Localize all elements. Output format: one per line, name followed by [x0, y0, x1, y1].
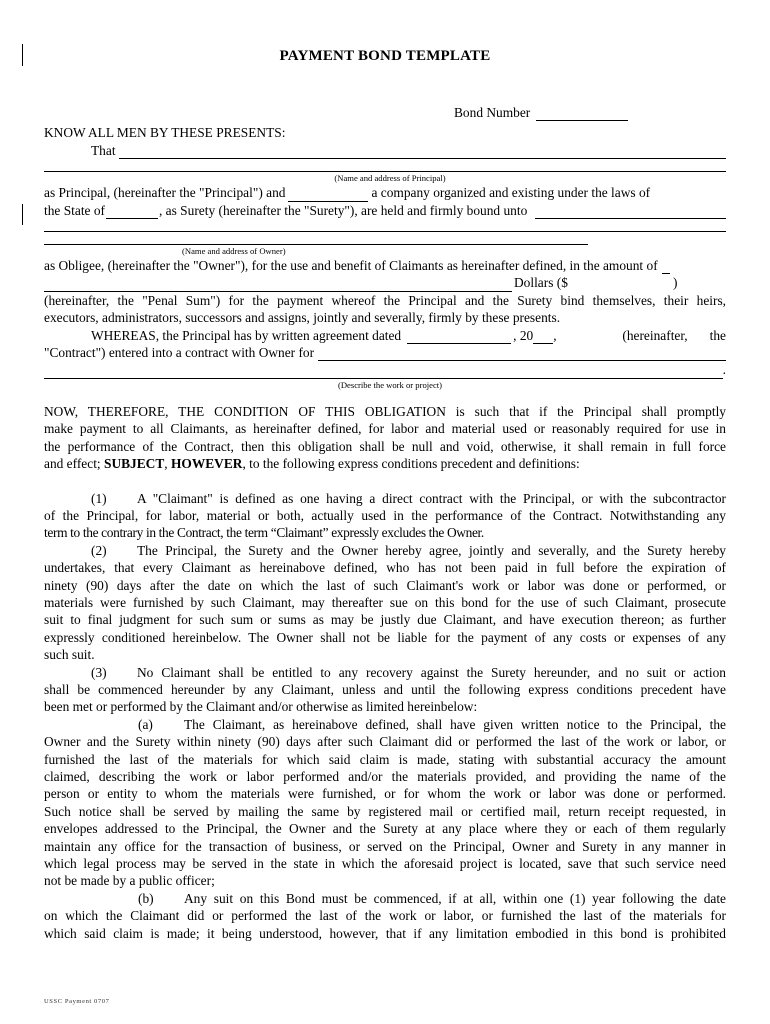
clause-b-number: (b) — [138, 890, 154, 906]
clause-a-line-6: Such notice shall be served by mailing the same by registered mail or certified mail, return receipt requested, in — [44, 803, 726, 819]
work-line-row — [44, 361, 726, 378]
state-text-1: the State of — [44, 202, 105, 218]
owner-name-field[interactable] — [535, 206, 726, 219]
margin-mark-middle — [22, 204, 23, 225]
dollars-close: ) — [672, 275, 678, 291]
obligee-row — [44, 257, 726, 274]
executors-line: executors, administrators, successors and assigns, jointly and severally, firmly by these presents. — [44, 310, 561, 326]
clause-2-line-3: ninety (90) days after the date on which the last of such Claimant's work or labor was done or performed, or — [44, 577, 726, 593]
whereas-text-2: , 20 — [513, 327, 534, 343]
clause-1-number: (1) — [91, 490, 107, 506]
contract-text: "Contract") entered into a contract with Owner for — [44, 345, 315, 361]
clause-b-line-1 — [44, 890, 726, 907]
document-title: PAYMENT BOND TEMPLATE — [279, 48, 491, 64]
bond-number-label: Bond Number — [454, 105, 531, 120]
clause-2-number: (2) — [91, 542, 107, 558]
know-all-heading: KNOW ALL MEN BY THESE PRESENTS: — [44, 125, 286, 141]
contract-row — [44, 344, 726, 361]
whereas-row — [44, 327, 726, 344]
work-period: . — [722, 362, 726, 378]
subject-label: SUBJECT — [104, 456, 165, 472]
clause-1-line-2: of the Principal, for labor, material or both, actually used in the performance of the Contract. Notwithstanding any — [44, 507, 726, 523]
agreement-year-field[interactable] — [533, 331, 553, 344]
clause-a-line-5: person or entity to whom the materials were furnished, or for whom the work or labor was done or performed. — [44, 786, 726, 802]
work-description-field[interactable] — [318, 348, 726, 361]
now-therefore-line-3: the performance of the Contract, then this obligation shall be null and void, otherwise, it shall remain in full force — [44, 438, 726, 454]
clause-3-line-3: been met or performed by the Claimant and/or otherwise as limited hereinbelow: — [44, 699, 478, 715]
work-description-field-2[interactable] — [44, 366, 723, 379]
caption-principal: (Name and address of Principal) — [334, 173, 446, 184]
clause-b-line-2: on which the Claimant did or performed the last of the work or labor, or furnished the last of the materials for — [44, 908, 726, 924]
clause-2-line-2: undertakes, that every Claimant as hereinabove defined, who has not been paid in full before the expiration of — [44, 560, 726, 576]
owner-line-field[interactable] — [44, 219, 726, 232]
clause-3-number: (3) — [91, 664, 107, 680]
clause-a-line-7: envelopes addressed to the Principal, the Owner and the Surety at any place where they or each of them regularly — [44, 821, 726, 837]
clause-b-line-3: which said claim is made; it being understood, however, that if any limitation embodied in this bond is prohibited — [44, 925, 726, 941]
clause-2-line-6: expressly conditioned hereinbelow. The Owner shall not be liable for the payment of any costs or expenses of any — [44, 629, 726, 645]
clause-2-line-7: such suit. — [44, 647, 95, 663]
document-body — [44, 104, 726, 942]
clause-1-text-1: A "Claimant" is defined as one having a direct contract with the Principal, or with the subcontractor — [137, 490, 726, 506]
clause-a-line-4: claimed, describing the work or labor performed and/or the materials provided, and providing the name of the — [44, 769, 726, 784]
clause-a-line-1 — [44, 716, 726, 733]
principal-name-field[interactable] — [119, 146, 726, 159]
clause-a-line-10: not be made by a public officer; — [44, 873, 215, 889]
clause-3-line-2: shall be commenced hereunder by any Claimant, unless and until the following express conditions precedent have — [44, 681, 726, 697]
clause-a-line-3: furnished the last of the materials for which said claim is made, stating with substantial accuracy the amount — [44, 751, 726, 767]
surety-name-field[interactable] — [288, 189, 368, 202]
state-text-2: , as Surety (hereinafter the "Surety"), are held and firmly bound unto — [158, 202, 528, 218]
agreement-date-field[interactable] — [407, 331, 511, 344]
clause-a-number: (a) — [138, 716, 153, 732]
clause-3-line-1 — [44, 664, 726, 681]
penal-sum-line: (hereinafter, the "Penal Sum") for the payment whereof the Principal and the Surety bind themselves, their heirs, — [44, 292, 726, 308]
whereas-text-1: WHEREAS, the Principal has by written agreement dated — [91, 327, 402, 343]
clause-3-text-1: No Claimant shall be entitled to any recovery against the Surety hereunder, and no suit or action — [137, 664, 726, 680]
as-principal-row — [44, 184, 726, 201]
now-therefore-line-1: NOW, THEREFORE, THE CONDITION OF THIS OBLIGATION is such that if the Principal shall promptly — [44, 403, 726, 419]
dollars-label: Dollars ($ — [514, 275, 568, 291]
effect-text-2: , to the following express conditions precedent and definitions: — [242, 456, 580, 472]
clause-b-text-1: Any suit on this Bond must be commenced, if at all, within one (1) year following the date — [184, 890, 726, 906]
caption-work: (Describe the work or project) — [337, 379, 443, 390]
state-field[interactable] — [106, 206, 158, 219]
comma-text: , — [164, 456, 168, 472]
whereas-text-4: (hereinafter, — [622, 327, 688, 343]
clause-1-line-1 — [44, 490, 726, 507]
footer-code: USSC Payment 0707 — [44, 998, 110, 1005]
amount-words-start-field[interactable] — [662, 261, 670, 274]
that-label: That — [91, 142, 116, 158]
as-principal-text-2: a company organized and existing under the laws of — [371, 185, 651, 201]
principal-address-row — [44, 159, 726, 172]
amount-words-field[interactable] — [44, 279, 512, 292]
clause-2-line-5: suit to final judgment for such sum or sums as may be justly due Claimant, and have execution thereon; as further — [44, 612, 726, 628]
clause-a-line-9: which legal process may be served in the state in which the aforesaid project is located, save that such service need — [44, 856, 726, 872]
that-row — [44, 142, 726, 159]
clause-a-text-1: The Claimant, as hereinabove defined, shall have given written notice to the Principal, the — [184, 716, 726, 732]
clause-a-line-8: maintain any office for the transaction of business, or served on the Principal, Owner and Surety in any manner in — [44, 838, 726, 854]
as-principal-text-1: as Principal, (hereinafter the "Principal") and — [44, 185, 286, 201]
owner-address-field[interactable] — [44, 232, 588, 245]
clause-a-line-2: Owner and the Surety within ninety (90) days after such Claimant did or performed the last of the work or labor, or — [44, 734, 726, 750]
owner-address-row — [44, 232, 726, 245]
bond-number-field[interactable] — [536, 108, 628, 121]
now-therefore-line-2: make payment to all Claimants, as hereinafter defined, for labor and material used or reasonably required for use in — [44, 421, 726, 437]
effect-text-1: and effect; — [44, 456, 101, 472]
whereas-text-3: , — [553, 327, 557, 343]
clause-2-line-4: materials were furnished by such Claimant, may thereafter sue on this bond for the use of such Claimant, prosecute — [44, 594, 726, 610]
principal-address-field[interactable] — [44, 159, 726, 172]
clause-1-line-3: term to the contrary in the Contract, the term “Claimant” expressly excludes the Owner. — [44, 525, 484, 541]
bond-number-row — [44, 104, 726, 121]
caption-owner: (Name and address of Owner) — [182, 246, 286, 257]
state-row — [44, 202, 726, 219]
owner-line-row — [44, 219, 726, 232]
dollars-row — [44, 274, 726, 291]
clause-2-text-1: The Principal, the Surety and the Owner hereby agree, jointly and severally, and the Surety hereby — [137, 542, 726, 558]
however-label: HOWEVER — [171, 456, 243, 472]
whereas-text-5: the — [709, 327, 726, 343]
obligee-text: as Obligee, (hereinafter the "Owner"), for the use and benefit of Claimants as hereinafter defined, in the amount of — [44, 258, 658, 274]
now-therefore-line-4 — [44, 455, 726, 472]
clause-2-line-1 — [44, 542, 726, 559]
